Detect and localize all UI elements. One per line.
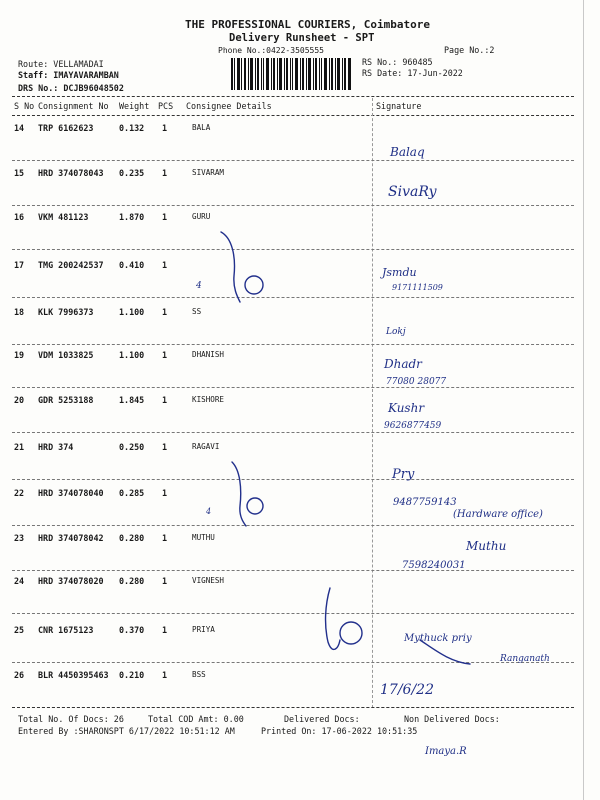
row-consignee: BALA <box>192 123 211 132</box>
drs-number: DRS No.: DCJB96048502 <box>18 83 124 93</box>
row-weight: 1.100 <box>119 350 145 360</box>
signature-row-17-name: Jsmdu <box>382 266 417 279</box>
row-weight: 0.250 <box>119 442 145 452</box>
bracket-mark-1 <box>221 232 240 302</box>
row-pcs: 1 <box>162 625 168 635</box>
row-weight: 0.370 <box>119 625 145 635</box>
row-sno: 15 <box>14 168 25 178</box>
row-pcs: 1 <box>162 533 168 543</box>
document-subtitle: Delivery Runsheet - SPT <box>229 32 375 44</box>
col-header-sno: S No <box>14 101 35 111</box>
col-header-pcs: PCS <box>158 101 174 111</box>
route-label: Route: VELLAMADAI <box>18 59 104 69</box>
row-weight: 1.870 <box>119 212 145 222</box>
row-weight: 0.132 <box>119 123 145 133</box>
row-consignee: SIVARAM <box>192 168 225 177</box>
signature-row-23-phone: 7598240031 <box>402 560 466 571</box>
row-consignee: SS <box>192 307 202 316</box>
signature-row-25-extra: Ranganath <box>500 654 550 664</box>
row-sno: 21 <box>14 442 25 452</box>
row-sno: 20 <box>14 395 25 405</box>
row-consignment-no: HRD 374078043 <box>38 168 104 178</box>
row-pcs: 1 <box>162 212 168 222</box>
row-consignment-no: VDM 1033825 <box>38 350 94 360</box>
row-consignment-no: HRD 374078020 <box>38 576 104 586</box>
signature-row-22-name: Pry <box>392 467 415 482</box>
page-number: Page No.:2 <box>444 45 495 55</box>
total-cod-amount: Total COD Amt: 0.00 <box>148 714 244 724</box>
row-consignee: PRIYA <box>192 625 215 634</box>
row-pcs: 1 <box>162 168 168 178</box>
signature-row-20-phone: 9626877459 <box>384 421 442 431</box>
row-weight: 0.235 <box>119 168 145 178</box>
signature-row-23-name: Muthu <box>466 539 507 553</box>
circle-mark-1 <box>245 276 263 294</box>
entered-by: Entered By :SHARONSPT 6/17/2022 10:51:12 AM <box>18 726 235 736</box>
signature-row-20-name: Kushr <box>388 401 425 415</box>
row-consignment-no: GDR 5253188 <box>38 395 94 405</box>
row-sno: 23 <box>14 533 25 543</box>
row-pcs: 1 <box>162 260 168 270</box>
printed-on: Printed On: 17-06-2022 10:51:35 <box>261 726 418 736</box>
row-consignment-no: TMG 200242537 <box>38 260 104 270</box>
staff-label: Staff: IMAYAVARAMBAN <box>18 70 119 80</box>
row-sno: 14 <box>14 123 25 133</box>
col-header-weight: Weight <box>119 101 150 111</box>
row-weight: 0.410 <box>119 260 145 270</box>
col-header-consignment: Consignment No <box>38 101 109 111</box>
bracket-mark-2 <box>232 462 246 526</box>
row-pcs: 1 <box>162 670 168 680</box>
document-title: THE PROFESSIONAL COURIERS, Coimbatore <box>185 18 431 31</box>
row-pcs: 1 <box>162 488 168 498</box>
row-consignee: MUTHU <box>192 533 215 542</box>
row-consignee: RAGAVI <box>192 442 220 451</box>
col-header-consignee: Consignee Details <box>186 101 272 111</box>
row-weight: 1.845 <box>119 395 145 405</box>
row-pcs: 1 <box>162 123 168 133</box>
footer-rule <box>12 707 574 708</box>
row-weight: 0.210 <box>119 670 145 680</box>
bracket-mark-3 <box>326 588 340 649</box>
circle-mark-2 <box>247 498 263 514</box>
row-sno: 22 <box>14 488 25 498</box>
footer-handwritten-signature: Imaya.R <box>425 746 467 757</box>
rs-date: RS Date: 17-Jun-2022 <box>362 68 463 78</box>
row-pcs: 1 <box>162 576 168 586</box>
row-consignee: KISHORE <box>192 395 225 404</box>
non-delivered-docs: Non Delivered Docs: <box>404 714 500 724</box>
row-weight: 0.280 <box>119 533 145 543</box>
signature-row-25-name: Mythuck priy <box>404 633 472 644</box>
row-consignment-no: HRD 374 <box>38 442 74 452</box>
row-consignment-no: KLK 7996373 <box>38 307 94 317</box>
row-sno: 16 <box>14 212 25 222</box>
row-consignment-no: TRP 6162623 <box>38 123 94 133</box>
row-weight: 1.100 <box>119 307 145 317</box>
row-weight: 0.285 <box>119 488 145 498</box>
signature-row-19-phone: 77080 28077 <box>386 377 447 387</box>
row-consignment-no: HRD 374078040 <box>38 488 104 498</box>
total-docs: Total No. Of Docs: 26 <box>18 714 124 724</box>
row-consignee: GURU <box>192 212 211 221</box>
phone-number: Phone No.:0422-3505555 <box>218 46 324 55</box>
col-header-signature: Signature <box>376 101 422 111</box>
row-consignment-no: BLR 4450395463 <box>38 670 109 680</box>
row-pcs: 1 <box>162 442 168 452</box>
signature-row-14: Balaq <box>390 145 425 159</box>
row-consignment-no: VKM 481123 <box>38 212 89 222</box>
signature-row-15: SivaRy <box>388 184 437 200</box>
signature-row-22-phone: 9487759143 <box>393 497 457 508</box>
row-consignment-no: CNR 1675123 <box>38 625 94 635</box>
mark-row-22: 4 <box>206 507 212 516</box>
row-sno: 25 <box>14 625 25 635</box>
signature-row-22-note: (Hardware office) <box>453 509 543 520</box>
row-consignee: VIGNESH <box>192 576 225 585</box>
signature-row-18: Lokj <box>386 327 406 337</box>
row-sno: 18 <box>14 307 25 317</box>
row-sno: 19 <box>14 350 25 360</box>
circle-mark-3 <box>340 622 362 644</box>
signature-row-19-name: Dhadr <box>384 357 422 371</box>
row-pcs: 1 <box>162 307 168 317</box>
signature-row-17-phone: 9171111509 <box>392 283 443 292</box>
row-sno: 26 <box>14 670 25 680</box>
row-consignment-no: HRD 374078042 <box>38 533 104 543</box>
row-pcs: 1 <box>162 350 168 360</box>
row-weight: 0.280 <box>119 576 145 586</box>
row-pcs: 1 <box>162 395 168 405</box>
mark-row-17: 4 <box>196 281 202 291</box>
rs-number: RS No.: 960485 <box>362 57 433 67</box>
row-consignee: DHANISH <box>192 350 225 359</box>
row-consignee: BSS <box>192 670 206 679</box>
signature-row-26-date: 17/6/22 <box>380 682 434 698</box>
delivered-docs: Delivered Docs: <box>284 714 360 724</box>
row-sno: 17 <box>14 260 25 270</box>
row-sno: 24 <box>14 576 25 586</box>
